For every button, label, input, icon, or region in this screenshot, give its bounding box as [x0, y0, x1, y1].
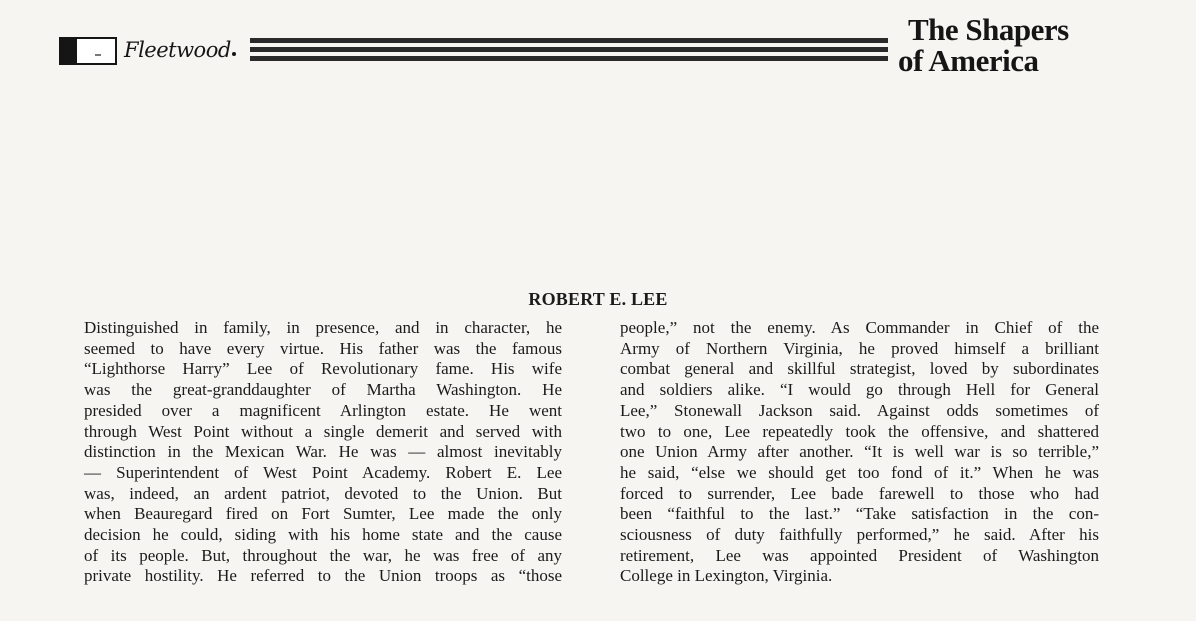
text-line: two to one, Lee repeatedly took the offensive, and shattered	[620, 421, 1099, 441]
header-rules	[250, 38, 888, 62]
header-rule	[250, 38, 888, 43]
header-rule	[250, 47, 888, 52]
text-line: presided over a magnificent Arlington estate. He went	[84, 400, 562, 420]
article-left-column	[84, 318, 562, 587]
logo-box-fill	[61, 39, 77, 63]
series-title	[898, 14, 1118, 76]
text-line: one Union Army after another. “It is well war is so terrible,”	[620, 442, 1099, 462]
text-line: Army of Northern Virginia, he proved himself a brilliant	[620, 338, 1099, 358]
text-line: retirement, Lee was appointed President of Washington	[620, 545, 1099, 565]
text-line: of its people. But, throughout the war, he was free of any	[84, 545, 562, 565]
text-line: people,” not the enemy. As Commander in Chief of the	[620, 318, 1099, 337]
logo-box-mark	[95, 54, 101, 56]
fleetwood-logo-icon	[59, 37, 117, 65]
text-line: sciousness of duty faithfully performed,” he said. After his	[620, 525, 1099, 545]
text-line: College in Lexington, Virginia.	[620, 566, 833, 586]
text-line: “Lighthorse Harry” Lee of Revolutionary fame. His wife	[84, 359, 562, 379]
text-line: forced to surrender, Lee bade farewell to those who had	[620, 483, 1099, 503]
brand-dot	[232, 52, 236, 56]
text-line: was the great-granddaughter of Martha Washington. He	[84, 380, 562, 400]
text-line: Distinguished in family, in presence, and in character, he	[84, 318, 562, 337]
brand-name: Fleetwood	[124, 38, 231, 62]
series-title-line1: The Shapers	[908, 12, 1069, 47]
text-line: decision he could, siding with his home state and the cause	[84, 525, 562, 545]
text-line: private hostility. He referred to the Union troops as “those	[84, 566, 562, 586]
header-rule	[250, 56, 888, 61]
text-line: — Superintendent of West Point Academy. Robert E. Lee	[84, 462, 562, 482]
text-line: seemed to have every virtue. His father was the famous	[84, 338, 562, 358]
text-line: when Beauregard fired on Fort Sumter, Lee made the only	[84, 504, 562, 524]
text-line: Lee,” Stonewall Jackson said. Against odds sometimes of	[620, 400, 1099, 420]
text-line: and soldiers alike. “I would go through Hell for General	[620, 380, 1099, 400]
article-right-column	[620, 318, 1099, 587]
text-line: was, indeed, an ardent patriot, devoted to the Union. But	[84, 483, 562, 503]
text-line: combat general and skillful strategist, loved by subordinates	[620, 359, 1099, 379]
text-line: through West Point without a single demerit and served with	[84, 421, 562, 441]
text-line: distinction in the Mexican War. He was — almost inevitably	[84, 442, 562, 462]
text-line: been “faithful to the last.” “Take satisfaction in the con-	[620, 504, 1099, 524]
header	[0, 0, 1196, 90]
series-title-line2: of America	[898, 43, 1039, 78]
text-line: he said, “else we should get too fond of it.” When he was	[620, 462, 1099, 482]
article-title: ROBERT E. LEE	[528, 289, 668, 309]
